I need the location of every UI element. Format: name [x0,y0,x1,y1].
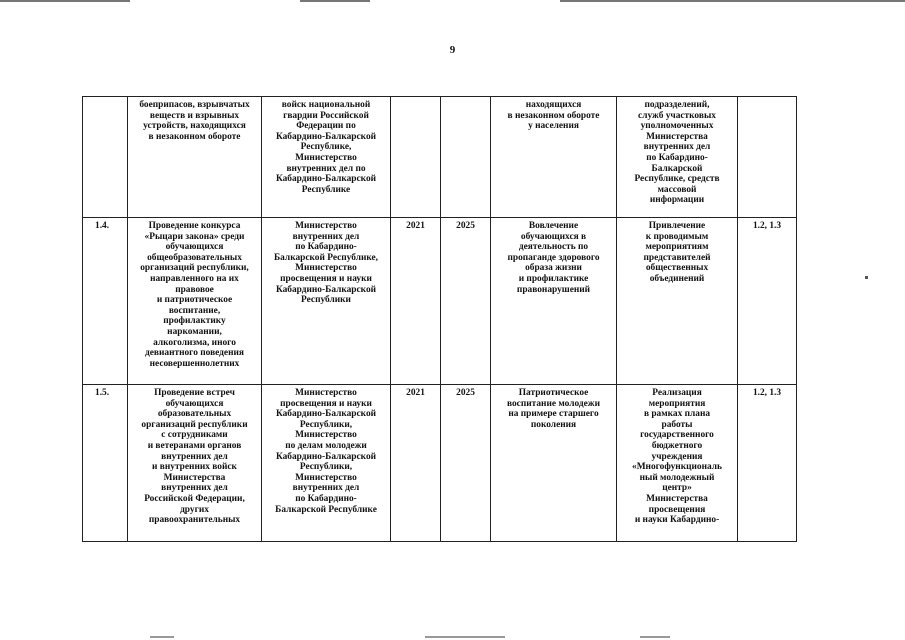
end-year-cell: 2025 [441,218,491,385]
start-year-cell: 2021 [391,385,441,542]
scan-top-edge [0,0,130,2]
event-cell: боеприпасов, взрывчатых веществ и взрывных устройств, находящихся в незаконном обороте [128,97,262,218]
executors-cell: войск национальной гвардии Российской Федерации по Кабардино-Балкарской Республике, Министерство внутренних дел по Кабардино-Балкарской Республике [262,97,391,218]
indicators-cell: 1.2, 1.3 [738,218,797,385]
indicators-cell: 1.2, 1.3 [738,385,797,542]
page-number: 9 [449,44,456,56]
event-cell: Проведение конкурса «Рыцари закона» среди обучающихся общеобразовательных организаций республики, направленного на их правовое и патриотическое воспитание, профилактику наркомании, алкоголизма, иного девиантного поведения несовершеннолетних [128,218,262,385]
plan-table [82,96,797,542]
row-number [83,97,128,218]
executors-cell: Министерство внутренних дел по Кабардино- Балкарской Республике, Министерство просвещения и науки Кабардино-Балкарской Республики [262,218,391,385]
indicators-cell [738,97,797,218]
scan-speck [865,276,868,279]
result-cell: Патриотическое воспитание молодежи на примере старшего поколения [491,385,617,542]
scan-bottom-edge [425,636,505,638]
executors-cell: Министерство просвещения и науки Кабардино-Балкарской Республики, Министерство по делам молодежи Кабардино-Балкарской Республики, Министерство внутренних дел по Кабардино- Балкарской Республике [262,385,391,542]
scan-bottom-edge [150,636,174,638]
result-cell: Вовлечение обучающихся в деятельность по пропаганде здорового образа жизни и профилактике правонарушений [491,218,617,385]
end-year-cell: 2025 [441,385,491,542]
row-number: 1.4. [83,218,128,385]
table-row [83,385,797,542]
scan-bottom-edge [640,636,670,638]
end-year-cell [441,97,491,218]
table-row [83,218,797,385]
participants-cell: Реализация мероприятия в рамках плана работы государственного бюджетного учреждения «Многофункциональ ный молодежный центр» Министерства просвещения и науки Кабардино- [617,385,738,542]
start-year-cell [391,97,441,218]
participants-cell: подразделений, служб участковых уполномоченных Министерства внутренних дел по Кабардино- Балкарской Республике, средств массовой информации [617,97,738,218]
scan-top-edge [560,0,905,2]
participants-cell: Привлечение к проводимым мероприятиям представителей общественных объединений [617,218,738,385]
start-year-cell: 2021 [391,218,441,385]
event-cell: Проведение встреч обучающихся образовательных организаций республики с сотрудниками и ветеранами органов внутренних дел и внутренних войск Министерства внутренних дел Российской Федерации, других правоохранительных [128,385,262,542]
table-row [83,97,797,218]
plan-table-wrapper [82,96,797,542]
result-cell: находящихся в незаконном обороте у населения [491,97,617,218]
row-number: 1.5. [83,385,128,542]
scan-top-edge [300,0,370,2]
